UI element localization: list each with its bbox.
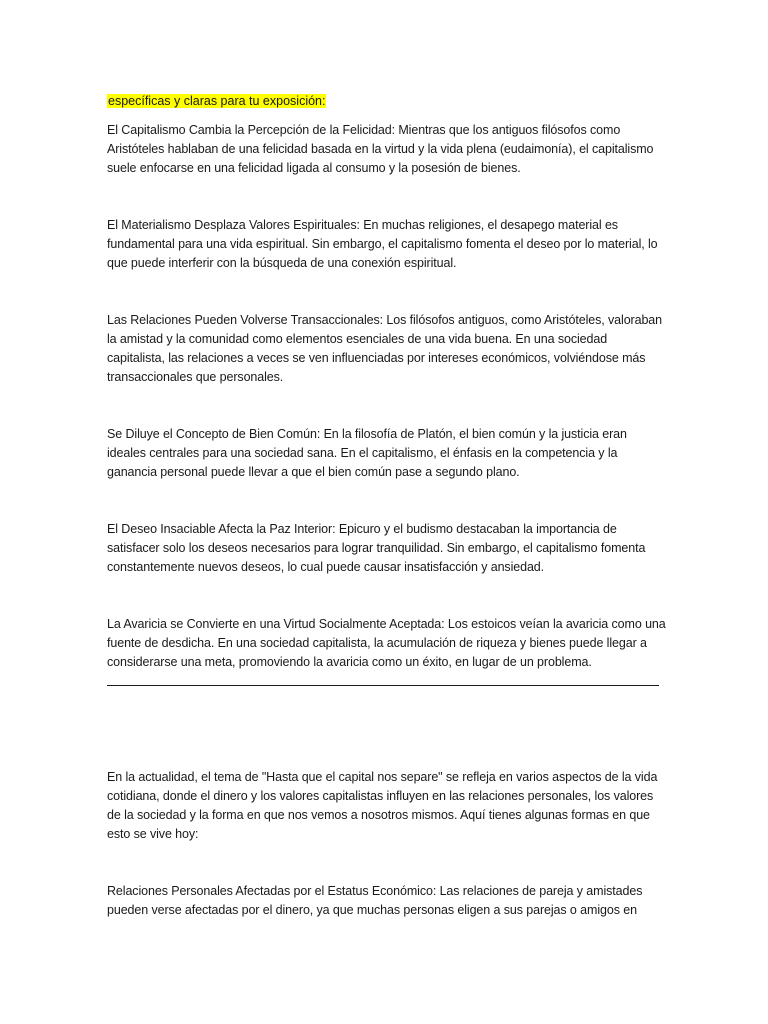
paragraph-materialismo: El Materialismo Desplaza Valores Espirituales: En muchas religiones, el desapego material es fundamental para una vida espiritual. Sin embargo, el capitalismo fomenta el deseo por lo material, lo que puede interferir con la búsqueda de una conexión espiritual. bbox=[107, 218, 658, 270]
highlighted-heading bbox=[107, 92, 667, 111]
paragraph-bien-comun: Se Diluye el Concepto de Bien Común: En la filosofía de Platón, el bien común y la justicia eran ideales centrales para una sociedad sana. En el capitalismo, el énfasis en la competencia y la ganancia personal puede llevar a que el bien común pase a segundo plano. bbox=[107, 427, 627, 479]
highlighted-text: específicas y claras para tu exposición: bbox=[108, 94, 326, 108]
document-body bbox=[107, 92, 667, 920]
horizontal-rule bbox=[107, 672, 659, 692]
paragraph-relaciones-personales: Relaciones Personales Afectadas por el Estatus Económico: Las relaciones de pareja y amistades pueden verse afectadas por el dinero, ya que muchas personas eligen a sus parejas o amigos en bbox=[107, 884, 643, 917]
paragraph-avaricia: La Avaricia se Convierte en una Virtud Socialmente Aceptada: Los estoicos veían la avaricia como una fuente de desdicha. En una sociedad capitalista, la acumulación de riqueza y bienes puede llegar a considerarse una meta, promoviendo la avaricia como un éxito, en lugar de un problema. bbox=[107, 617, 666, 669]
paragraph-capitalismo-felicidad: El Capitalismo Cambia la Percepción de la Felicidad: Mientras que los antiguos filósofos como Aristóteles hablaban de una felicidad basada en la virtud y la vida plena (eudaimonía), el capitalismo suele enfocarse en una felicidad ligada al consumo y la posesión de bienes. bbox=[107, 123, 654, 175]
paragraph-actualidad: En la actualidad, el tema de "Hasta que el capital nos separe" se refleja en varios aspectos de la vida cotidiana, donde el dinero y los valores capitalistas influyen en las relaciones personales, los valores de la sociedad y la forma en que nos vemos a nosotros mismos. Aquí tienes algunas formas en que esto se vive hoy: bbox=[107, 770, 658, 841]
paragraph-deseo-insaciable: El Deseo Insaciable Afecta la Paz Interior: Epicuro y el budismo destacaban la importancia de satisfacer solo los deseos necesarios para lograr tranquilidad. Sin embargo, el capitalismo fomenta constantemente nuevos deseos, lo cual puede causar insatisfacción y ansiedad. bbox=[107, 522, 646, 574]
paragraph-relaciones-transaccionales: Las Relaciones Pueden Volverse Transaccionales: Los filósofos antiguos, como Aristóteles, valoraban la amistad y la comunidad como elementos esenciales de una vida buena. En una sociedad capitalista, las relaciones a veces se ven influenciadas por intereses económicos, volviéndose más transaccionales que personales. bbox=[107, 313, 663, 384]
